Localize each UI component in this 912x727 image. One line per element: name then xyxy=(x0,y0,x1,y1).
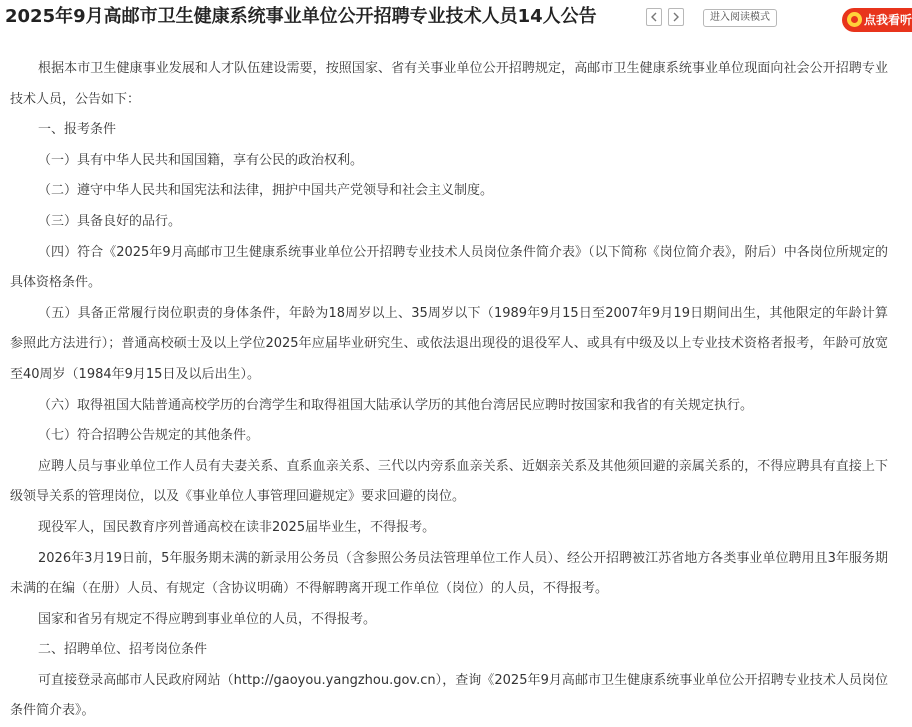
next-article-button[interactable] xyxy=(668,8,684,26)
paragraph: 应聘人员与事业单位工作人员有夫妻关系、直系血亲关系、三代以内旁系血亲关系、近姻亲关系及其他须回避的亲属关系的，不得应聘具有直接上下级领导关系的管理岗位，以及《事业单位人事管理回避规定》要求回避的岗位。 xyxy=(10,458,888,505)
paragraph: 根据本市卫生健康事业发展和人才队伍建设需要，按照国家、省有关事业单位公开招聘规定，高邮市卫生健康系统事业单位现面向社会公开招聘专业技术人员，公告如下： xyxy=(10,61,888,107)
paragraph: 现役军人，国民教育序列普通高校在读非2025届毕业生，不得报考。 xyxy=(38,519,436,535)
paragraph: （七）符合招聘公告规定的其他条件。 xyxy=(38,428,260,444)
paragraph: 国家和省另有规定不得应聘到事业单位的人员，不得报考。 xyxy=(38,611,377,627)
paragraph: 2026年3月19日前，5年服务期未满的新录用公务员（含参照公务员法管理单位工作人员）、经公开招聘被江苏省地方各类事业单位聘用且3年服务期未满的在编（在册）人员、有规定（含协议明确）不得解聘离开现工作单位（岗位）的人员，不得报考。 xyxy=(10,550,888,597)
page-title: 2025年9月高邮市卫生健康系统事业单位公开招聘专业技术人员14人公告 xyxy=(5,6,597,27)
article-body xyxy=(0,54,900,720)
listen-button[interactable] xyxy=(842,8,912,32)
paragraph: （二）遵守中华人民共和国宪法和法律，拥护中国共产党领导和社会主义制度。 xyxy=(38,183,494,199)
previous-article-button[interactable] xyxy=(646,8,662,26)
paragraph: 可直接登录高邮市人民政府网站（http://gaoyou.yangzhou.gov.cn），查询《2025年9月高邮市卫生健康系统事业单位公开招聘专业技术人员岗位条件简介表》。 xyxy=(10,672,888,719)
speaker-icon xyxy=(847,12,862,27)
chevron-left-icon xyxy=(650,12,658,22)
article-header xyxy=(0,0,912,50)
paragraph: （五）具备正常履行岗位职责的身体条件，年龄为18周岁以上、35周岁以下（1989年9月15日至2007年9月19日期间出生，其他限定的年龄计算参照此方法进行）；普通高校硕士及以上学位2025年应届毕业研究生、或依法退出现役的退役军人、或具有中级及以上专业技术资格者报考，年龄可放宽至40周岁（1984年9月15日及以后出生）。 xyxy=(10,305,888,382)
section-heading: 一、报考条件 xyxy=(38,122,117,138)
paragraph: （三）具备良好的品行。 xyxy=(38,213,182,229)
listen-label: 点我看听 xyxy=(864,13,912,27)
chevron-right-icon xyxy=(672,12,680,22)
section-heading: 二、招聘单位、招考岗位条件 xyxy=(38,642,208,658)
paragraph: （六）取得祖国大陆普通高校学历的台湾学生和取得祖国大陆承认学历的其他台湾居民应聘时按国家和我省的有关规定执行。 xyxy=(38,397,754,413)
reading-mode-button[interactable]: 进入阅读模式 xyxy=(703,9,777,27)
paragraph: （一）具有中华人民共和国国籍，享有公民的政治权利。 xyxy=(38,152,364,168)
paragraph: （四）符合《2025年9月高邮市卫生健康系统事业单位公开招聘专业技术人员岗位条件简介表》（以下简称《岗位简介表》，附后）中各岗位所规定的具体资格条件。 xyxy=(10,244,888,291)
